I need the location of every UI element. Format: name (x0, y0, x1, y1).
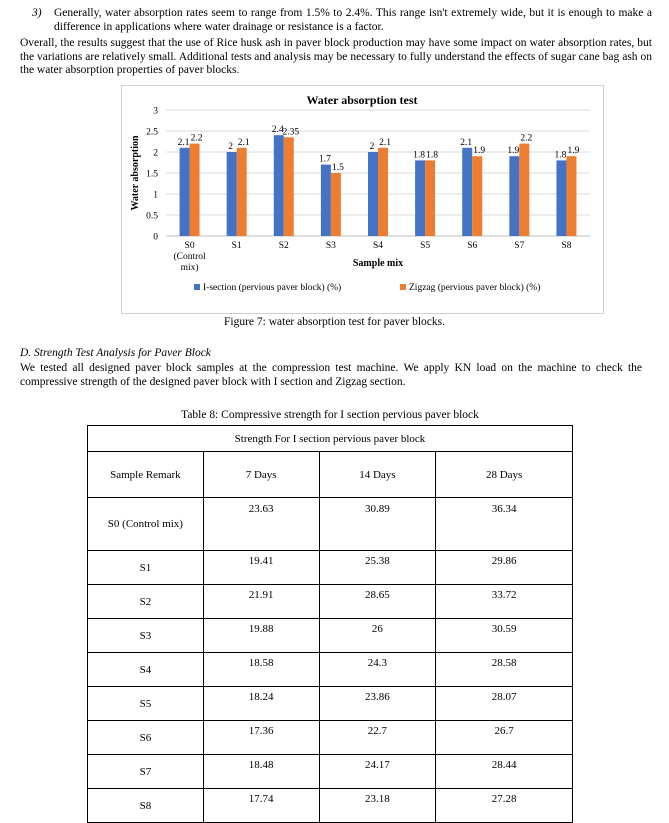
x-tick-label: S5 (420, 241, 431, 251)
cell-14-days: 24.3 (319, 653, 436, 687)
cell-28-days: 36.34 (436, 498, 573, 551)
cell-14-days: 22.7 (319, 721, 436, 755)
cell-28-days: 26.7 (436, 721, 573, 755)
data-label: 2.1 (237, 137, 250, 148)
data-label: 1.5 (331, 163, 344, 173)
table-row (88, 653, 573, 687)
item-3-text: Generally, water absorption rates seem to range from 1.5% to 2.4%. This range isn't extremely wide, but it is enough to make a difference in applications where water drainage or resistance is a factor. (54, 7, 652, 33)
data-label: 2 (369, 142, 375, 152)
paragraph-item-3 (32, 7, 652, 34)
cell-sample: S7 (88, 755, 204, 789)
cell-7-days: 19.41 (203, 551, 319, 585)
cell-28-days: 30.59 (436, 619, 573, 653)
table-row (88, 619, 573, 653)
cell-14-days: 24.17 (319, 755, 436, 789)
data-label: 1.9 (567, 146, 580, 157)
bar-zigzag (566, 156, 576, 236)
bar-zigzag (425, 160, 435, 236)
x-tick-label: mix) (180, 263, 199, 273)
paragraph-overall: Overall, the results suggest that the use of Rice husk ash in paver block production may have some impact on water absorption rates, but the variations are relatively small. Additional tests and analysis may be necessary to fully understand the effects of sugar cane bag ash on the water absorption properties of paver blocks. (20, 37, 652, 76)
compressive-strength-table (87, 425, 573, 823)
x-tick-label: (Control (173, 252, 206, 262)
table-row (88, 551, 573, 585)
table-header-row (88, 452, 573, 498)
bar-i-section (321, 165, 331, 236)
data-label: 1.8 (426, 150, 439, 161)
chart-svg (122, 86, 603, 313)
chart-title: Water absorption test (306, 93, 418, 107)
cell-28-days: 33.72 (436, 585, 573, 619)
data-label: 2.4 (271, 125, 284, 136)
data-label: 2.1 (177, 137, 190, 148)
y-tick-label: 1.5 (146, 169, 158, 180)
table-span-header: Strength For I section pervious paver block (88, 426, 573, 452)
cell-7-days: 18.48 (203, 755, 319, 789)
cell-sample: S1 (88, 551, 204, 585)
bar-i-section (415, 160, 425, 236)
table-row (88, 721, 573, 755)
cell-7-days: 19.88 (203, 619, 319, 653)
header-7-days: 7 Days (203, 452, 319, 498)
data-label: 1.8 (554, 150, 567, 161)
table-row (88, 498, 573, 551)
cell-28-days: 28.58 (436, 653, 573, 687)
bar-zigzag (237, 148, 247, 236)
header-28-days: 28 Days (436, 452, 573, 498)
cell-sample: S3 (88, 619, 204, 653)
y-tick-label: 2 (153, 148, 158, 159)
data-label: 2.1 (460, 137, 473, 148)
bar-zigzag (331, 173, 341, 236)
cell-7-days: 17.36 (203, 721, 319, 755)
cell-7-days: 18.24 (203, 687, 319, 721)
x-tick-label: S3 (325, 241, 336, 251)
y-tick-label: 0 (153, 232, 158, 243)
x-tick-label: S4 (372, 241, 384, 251)
data-label: 1.9 (473, 146, 486, 157)
x-tick-label: S1 (231, 241, 242, 251)
cell-sample: S6 (88, 721, 204, 755)
legend-label-zigzag: Zigzag (pervious paver block) (%) (409, 283, 541, 293)
bar-zigzag (284, 137, 294, 236)
y-axis-label: Water absorption (130, 135, 141, 211)
bar-zigzag (472, 156, 482, 236)
data-label: 2.1 (379, 137, 391, 148)
bar-zigzag (378, 148, 388, 236)
section-body: We tested all designed paver block samples at the compression test machine. We apply KN load on the machine to check the compressive strength of the designed paver block with I section and Zigzag section. (20, 362, 642, 388)
section-heading: D. Strength Test Analysis for Paver Block (20, 347, 211, 359)
y-tick-label: 1 (153, 190, 158, 201)
table-caption: Table 8: Compressive strength for I section pervious paver block (181, 409, 479, 421)
data-label: 2.2 (520, 133, 533, 144)
cell-7-days: 18.58 (203, 653, 319, 687)
cell-7-days: 23.63 (203, 498, 319, 551)
y-tick-label: 2.5 (146, 127, 158, 138)
cell-sample: S8 (88, 789, 204, 823)
table-span-header-row (88, 426, 573, 452)
x-axis-label: Sample mix (352, 258, 404, 269)
bar-zigzag (190, 144, 200, 236)
bar-i-section (509, 156, 519, 236)
legend-swatch-zigzag (400, 284, 406, 290)
bar-i-section (227, 152, 237, 236)
cell-28-days: 29.86 (436, 551, 573, 585)
cell-14-days: 25.38 (319, 551, 436, 585)
x-tick-label: S7 (514, 241, 525, 251)
item-number: 3) (32, 7, 42, 19)
cell-14-days: 23.18 (319, 789, 436, 823)
header-sample-remark: Sample Remark (88, 452, 204, 498)
x-tick-label: S2 (278, 241, 289, 251)
y-tick-label: 0.5 (146, 211, 158, 222)
y-tick-label: 3 (153, 106, 158, 117)
bar-i-section (180, 148, 190, 236)
legend-label-i-section: I-section (pervious paver block) (%) (203, 283, 342, 293)
legend-swatch-i-section (194, 284, 200, 290)
cell-14-days: 30.89 (319, 498, 436, 551)
bar-i-section (556, 160, 566, 236)
cell-14-days: 28.65 (319, 585, 436, 619)
table-row (88, 789, 573, 823)
cell-sample: S2 (88, 585, 204, 619)
data-label: 2.2 (190, 133, 203, 144)
cell-14-days: 23.86 (319, 687, 436, 721)
x-tick-label: S6 (467, 241, 478, 251)
data-label: 1.9 (507, 146, 520, 157)
cell-28-days: 27.28 (436, 789, 573, 823)
bar-i-section (462, 148, 472, 236)
header-14-days: 14 Days (319, 452, 436, 498)
bar-i-section (368, 152, 378, 236)
cell-sample: S5 (88, 687, 204, 721)
bar-i-section (274, 135, 284, 236)
data-label: 2.35 (282, 127, 300, 138)
bar-zigzag (519, 144, 529, 236)
table-row (88, 687, 573, 721)
table-row (88, 585, 573, 619)
x-tick-label: S0 (184, 241, 195, 251)
cell-sample: S0 (Control mix) (88, 498, 204, 551)
cell-sample: S4 (88, 653, 204, 687)
cell-14-days: 26 (319, 619, 436, 653)
data-label: 1.8 (413, 150, 426, 161)
cell-28-days: 28.44 (436, 755, 573, 789)
cell-28-days: 28.07 (436, 687, 573, 721)
water-absorption-chart (121, 85, 604, 314)
data-label: 1.7 (318, 154, 331, 165)
x-tick-label: S8 (561, 241, 572, 251)
cell-7-days: 17.74 (203, 789, 319, 823)
cell-7-days: 21.91 (203, 585, 319, 619)
data-label: 2 (228, 142, 234, 152)
figure-caption: Figure 7: water absorption test for paver blocks. (224, 316, 445, 328)
